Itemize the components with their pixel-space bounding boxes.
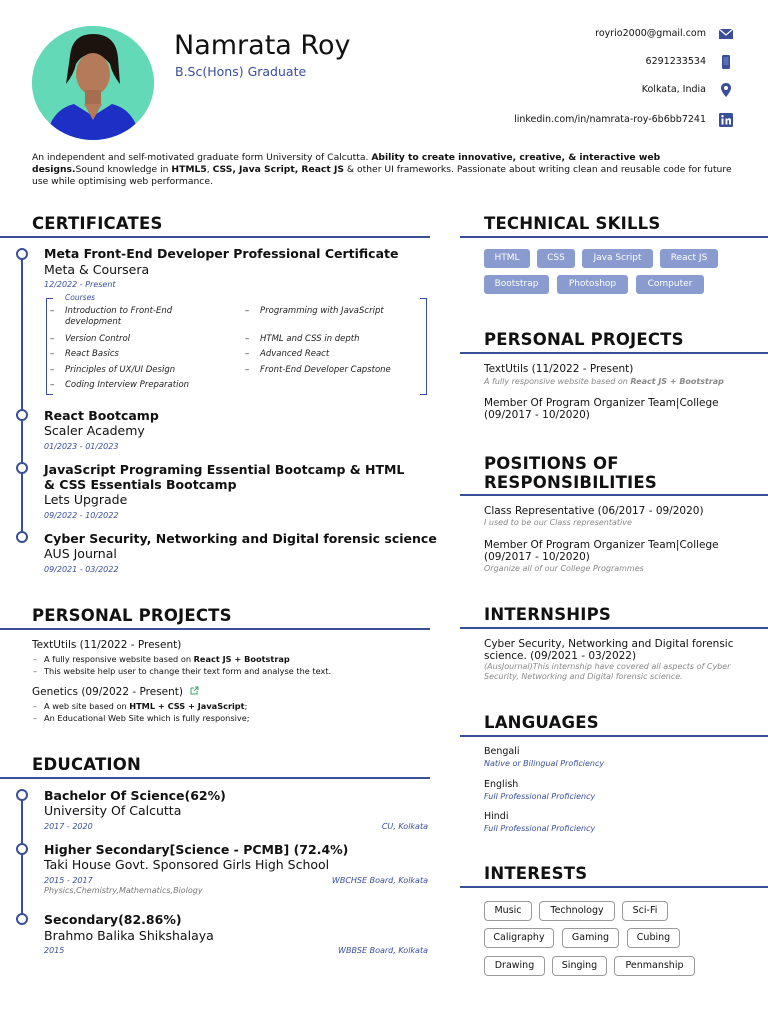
certificates-heading: CERTIFICATES [32, 214, 163, 233]
external-link-icon[interactable] [190, 686, 199, 698]
certificate-title: Meta Front-End Developer Professional Certificate [44, 246, 399, 261]
certificate-date: 01/2023 - 01/2023 [44, 442, 119, 451]
timeline-dot [16, 248, 28, 260]
education-timeline [21, 796, 23, 922]
certificate-org: AUS Journal [44, 546, 117, 561]
profile-photo [32, 26, 154, 140]
project-bullet: – This website help user to change their text form and analyse the text. [33, 666, 332, 676]
projects-rule [0, 628, 430, 630]
certificate-date: 09/2021 - 03/2022 [44, 565, 119, 574]
candidate-role: B.Sc(Hons) Graduate [175, 64, 307, 79]
timeline-dot [16, 531, 28, 543]
languages-rule [460, 735, 768, 737]
education-heading: EDUCATION [32, 755, 141, 774]
email-text[interactable]: royrio2000@gmail.com [595, 28, 706, 39]
skill-tag: CSS [537, 249, 575, 268]
language-level: Full Professional Proficiency [484, 824, 596, 833]
course-item: – React Basics [50, 349, 119, 359]
skill-tag: Java Script [582, 249, 653, 268]
language-name: English [484, 779, 519, 790]
positions-rule [460, 494, 768, 496]
project-title: Genetics (09/2022 - Present) [32, 686, 199, 698]
project-bullet: – A fully responsive website based on React JS + Bootstrap [33, 654, 290, 664]
education-degree: Bachelor Of Science(62%) [44, 788, 226, 803]
candidate-name: Namrata Roy [174, 30, 351, 61]
interest-tag: Music [484, 901, 532, 921]
interest-tag: Technology [539, 901, 615, 921]
course-item: – Front-End Developer Capstone [245, 365, 391, 375]
education-school: Taki House Govt. Sponsored Girls High School [44, 857, 330, 872]
interests-heading: INTERESTS [484, 864, 588, 883]
positions-heading: POSITIONS OF RESPONSIBILITIES [484, 454, 657, 492]
certificate-date: 09/2022 - 10/2022 [44, 511, 119, 520]
position-description: Organize all of our College Programmes [484, 564, 644, 573]
certificate-title: React Bootcamp [44, 408, 159, 423]
projects-right-heading: PERSONAL PROJECTS [484, 330, 684, 349]
linkedin-icon [718, 112, 734, 128]
interest-tag: Caligraphy [484, 928, 554, 948]
education-location: CU, Kolkata [381, 822, 428, 831]
certificate-date: 12/2022 - Present [44, 280, 116, 289]
internship-title: Cyber Security, Networking and Digital forensic science. (09/2021 - 03/2022) [484, 638, 734, 662]
certificate-title: Cyber Security, Networking and Digital forensic science [44, 531, 437, 546]
interest-tag: Sci-Fi [622, 901, 668, 921]
interests-rule [460, 886, 768, 888]
interest-tag: Singing [552, 956, 607, 976]
skills-heading: TECHNICAL SKILLS [484, 214, 661, 233]
education-location: WBCHSE Board, Kolkata [331, 876, 428, 885]
email-icon [718, 26, 734, 42]
skill-tag: Bootstrap [484, 275, 549, 294]
course-item: – HTML and CSS in depth [245, 334, 360, 344]
internship-description: (AusJournal)This internship have covered all aspects of Cyber Security, Networking and Digital forensic science. [484, 662, 731, 681]
interest-tag: Cubing [627, 928, 680, 948]
education-date: 2015 - 2017 [44, 876, 93, 885]
education-school: Brahmo Balika Shikshalaya [44, 928, 214, 943]
courses-bracket-right [420, 298, 427, 395]
languages-heading: LANGUAGES [484, 713, 599, 732]
project-description: A fully responsive website based on React JS + Bootstrap [484, 377, 724, 386]
interest-tag: Gaming [562, 928, 619, 948]
timeline-dot [16, 409, 28, 421]
position-title: Member Of Program Organizer Team|College (09/2017 - 10/2020) [484, 539, 719, 563]
education-date: 2017 - 2020 [44, 822, 93, 831]
course-item: – Programming with JavaScript [245, 306, 384, 316]
internships-rule [460, 627, 768, 629]
courses-label: Courses [65, 293, 96, 302]
professional-summary: An independent and self-motivated graduate form University of Calcutta. Ability to create innovative, creative, & interactive web designs.Sound knowledge in HTML5, CSS, Java Script, React JS & other UI frameworks. Passionate about writing clean and reusable code for future use while optimising web performance. [32, 152, 732, 187]
project-bullet: – A web site based on HTML + CSS + JavaScript; [33, 701, 248, 711]
project-title: TextUtils (11/2022 - Present) [484, 363, 634, 375]
interest-tag: Drawing [484, 956, 545, 976]
location-icon [718, 82, 734, 98]
certificate-org: Scaler Academy [44, 423, 145, 438]
interest-tag: Penmanship [614, 956, 695, 976]
course-item: – Version Control [50, 334, 131, 344]
phone-text[interactable]: 6291233534 [645, 56, 706, 67]
project-bullet: – An Educational Web Site which is fully responsive; [33, 713, 250, 723]
language-name: Bengali [484, 746, 520, 757]
course-item: – Principles of UX/UI Design [50, 365, 176, 375]
projects-heading: PERSONAL PROJECTS [32, 606, 232, 625]
timeline-dot [16, 913, 28, 925]
skill-tag: React JS [660, 249, 718, 268]
timeline-dot [16, 843, 28, 855]
phone-icon [718, 54, 734, 70]
language-level: Native or Bilingual Proficiency [484, 759, 605, 768]
certificates-timeline [21, 256, 23, 536]
education-degree: Secondary(82.86%) [44, 912, 182, 927]
internships-heading: INTERNSHIPS [484, 605, 611, 624]
skill-tag: Photoshop [557, 275, 628, 294]
project-title: TextUtils (11/2022 - Present) [32, 639, 182, 651]
education-location: WBBSE Board, Kolkata [338, 946, 428, 955]
education-rule [0, 777, 430, 779]
education-degree: Higher Secondary[Science - PCMB] (72.4%) [44, 842, 349, 857]
course-item: – Coding Interview Preparation [50, 380, 190, 390]
linkedin-text[interactable]: linkedin.com/in/namrata-roy-6b6bb7241 [514, 114, 706, 125]
skill-tag: HTML [484, 249, 530, 268]
education-subjects: Physics,Chemistry,Mathematics,Biology [44, 886, 203, 895]
course-item: – Advanced React [245, 349, 330, 359]
timeline-dot [16, 789, 28, 801]
timeline-dot [16, 462, 28, 474]
language-level: Full Professional Proficiency [484, 792, 596, 801]
position-description: I used to be our Class representative [484, 518, 632, 527]
course-item: – Introduction to Front-End development [50, 306, 173, 327]
projects-right-rule [460, 352, 768, 354]
project-title: Member Of Program Organizer Team|College (09/2017 - 10/2020) [484, 397, 719, 421]
certificate-org: Lets Upgrade [44, 492, 128, 507]
language-name: Hindi [484, 811, 509, 822]
certificates-rule [0, 236, 430, 238]
certificate-title: JavaScript Programing Essential Bootcamp & HTML & CSS Essentials Bootcamp [44, 462, 405, 492]
position-title: Class Representative (06/2017 - 09/2020) [484, 505, 704, 517]
certificate-org: Meta & Coursera [44, 262, 150, 277]
education-date: 2015 [44, 946, 65, 955]
skill-tag: Computer [636, 275, 704, 294]
location-text: Kolkata, India [641, 84, 706, 95]
skills-rule [460, 236, 768, 238]
education-school: University Of Calcutta [44, 803, 182, 818]
